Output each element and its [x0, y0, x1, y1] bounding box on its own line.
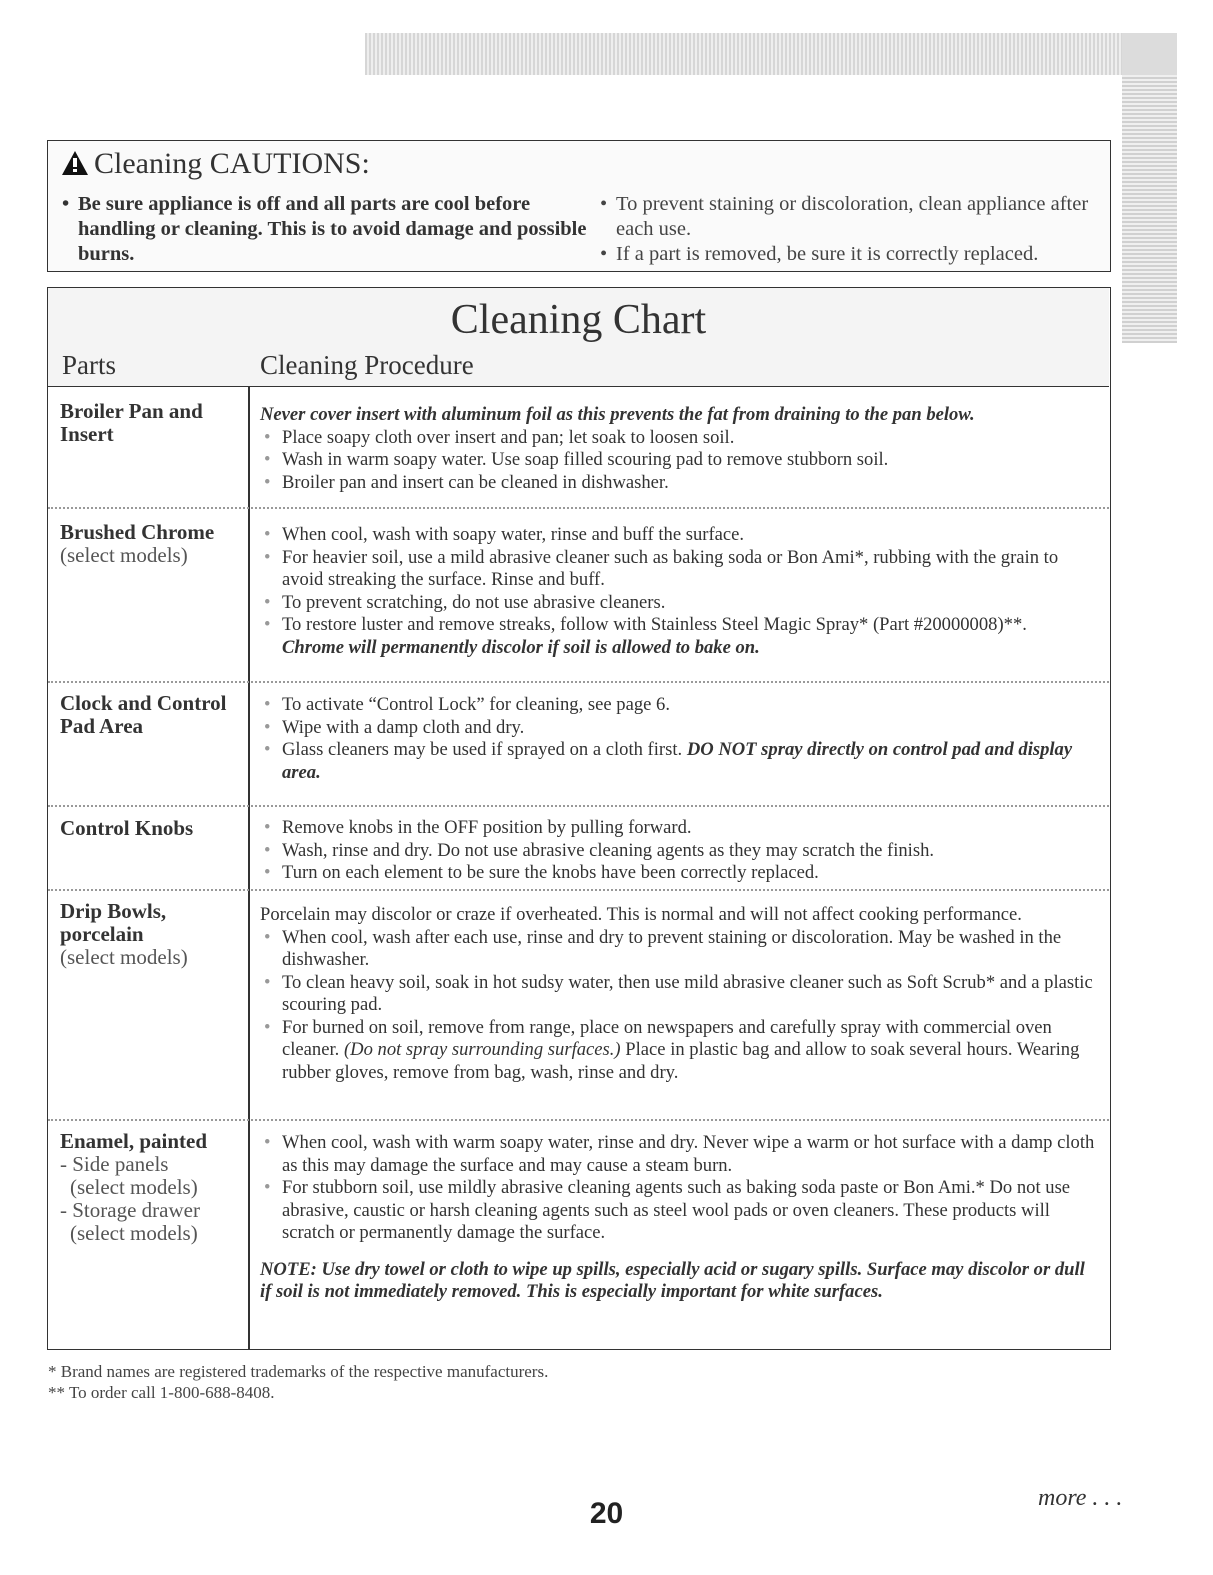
part-subtitle: (select models): [60, 945, 188, 969]
part-subtitle: - Storage drawer: [60, 1198, 200, 1222]
procedure-step: • To prevent scratching, do not use abrasive cleaners.: [260, 592, 1098, 615]
procedure-step: • When cool, wash with warm soapy water, rinse and dry. Never wipe a warm or hot surface with a damp cloth as this may damage the surface and may cause a steam burn.: [260, 1132, 1098, 1177]
step-text: For burned on soil, remove from range, place on newspapers and carefully spray with commercial oven cleaner.: [282, 1016, 1052, 1060]
part-clock-control-pad: [60, 692, 240, 738]
procedure-step: • Wipe with a damp cloth and dry.: [260, 717, 1098, 740]
step-warning: DO NOT spray directly on control pad and display area.: [282, 739, 1073, 783]
caution-item: • If a part is removed, be sure it is correctly replaced.: [600, 242, 1105, 267]
procedure-clock-control-pad: [260, 694, 1098, 784]
part-control-knobs: [60, 817, 240, 840]
part-name: Brushed Chrome: [60, 520, 215, 544]
procedure-step: • Place soapy cloth over insert and pan; let soak to loosen soil.: [260, 427, 1098, 450]
page-number: 20: [589, 1497, 624, 1530]
row-separator: [48, 507, 1109, 509]
footnote: * Brand names are registered trademarks of the respective manufacturers.: [48, 1362, 549, 1381]
procedure-step: • Wash, rinse and dry. Do not use abrasive cleaning agents as they may scratch the finish.: [260, 840, 1098, 863]
column-divider: [248, 386, 250, 1349]
procedure-step: • For stubborn soil, use mildly abrasive cleaning agents such as baking soda paste or Bon Ami.* Do not use abrasive, caustic or harsh cleaning agents such as steel wool pads or oven cleaners. These products will scratch or permanently damage the surface.: [260, 1177, 1098, 1245]
procedure-note: Never cover insert with aluminum foil as this prevents the fat from draining to the pan below.: [260, 404, 975, 425]
procedure-intro: Porcelain may discolor or craze if overheated. This is normal and will not affect cooking performance.: [260, 904, 1022, 925]
step-text: Glass cleaners may be used if sprayed on a cloth first.: [282, 739, 683, 760]
procedure-step: • Remove knobs in the OFF position by pulling forward.: [260, 817, 1098, 840]
procedure-step: • To clean heavy soil, soak in hot sudsy water, then use mild abrasive cleaner such as Soft Scrub* and a plastic scouring pad.: [260, 972, 1098, 1017]
column-header-procedure: Cleaning Procedure: [260, 350, 474, 380]
procedure-step: [260, 739, 1098, 784]
row-separator: [48, 889, 1109, 891]
cautions-title: Cleaning CAUTIONS:: [94, 147, 370, 180]
cleaning-cautions-box: [47, 140, 1111, 272]
part-subtitle: - Side panels: [60, 1152, 169, 1176]
procedure-broiler-pan: [260, 404, 1098, 494]
procedure-step: • To restore luster and remove streaks, follow with Stainless Steel Magic Spray* (Part #20000008)**.: [260, 614, 1098, 637]
part-drip-bowls: [60, 900, 240, 969]
row-separator: [48, 681, 1109, 683]
part-brushed-chrome: [60, 521, 240, 567]
part-subtitle: (select models): [70, 1175, 198, 1199]
procedure-step: • Wash in warm soapy water. Use soap filled scouring pad to remove stubborn soil.: [260, 449, 1098, 472]
row-separator: [48, 805, 1109, 807]
row-separator: [48, 1119, 1109, 1121]
chart-header: [48, 288, 1109, 387]
step-text: Place in plastic bag and allow to soak several hours. Wearing rubber gloves, remove from bag, wash, rinse and dry.: [282, 1039, 1080, 1083]
decorative-corner: [1122, 33, 1177, 75]
procedure-step: • To activate “Control Lock” for cleaning, see page 6.: [260, 694, 1098, 717]
procedure-enamel-painted: [260, 1132, 1098, 1304]
procedure-step: • For heavier soil, use a mild abrasive cleaner such as baking soda or Bon Ami*, rubbing with the grain to avoid streaking the surface. Rinse and buff.: [260, 547, 1098, 592]
procedure-step: • When cool, wash after each use, rinse and dry to prevent staining or discoloration. May be washed in the dishwasher.: [260, 927, 1098, 972]
procedure-step: • When cool, wash with soapy water, rinse and buff the surface.: [260, 524, 1098, 547]
procedure-control-knobs: [260, 817, 1098, 885]
part-name: Enamel, painted: [60, 1129, 208, 1153]
decorative-header-bar: [365, 33, 1177, 75]
procedure-step: [260, 1017, 1098, 1085]
caution-item: • Be sure appliance is off and all parts are cool before handling or cleaning. This is to avoid damage and possible burns.: [62, 192, 608, 267]
procedure-step: • Broiler pan and insert can be cleaned in dishwasher.: [260, 472, 1098, 495]
caution-item: • To prevent staining or discoloration, clean appliance after each use.: [600, 192, 1105, 242]
continued-label: more . . .: [1038, 1485, 1123, 1511]
procedure-note: Chrome will permanently discolor if soil is allowed to bake on.: [282, 636, 760, 658]
part-subtitle: (select models): [70, 1221, 198, 1245]
cautions-heading: [62, 147, 370, 181]
decorative-side-bar: [1122, 33, 1177, 343]
column-header-parts: Parts: [62, 350, 116, 380]
part-broiler-pan: [60, 400, 240, 446]
part-enamel-painted: [60, 1130, 240, 1245]
step-caution: (Do not spray surrounding surfaces.): [343, 1039, 621, 1060]
part-name: Clock and Control Pad Area: [60, 691, 227, 738]
procedure-step: • Turn on each element to be sure the knobs have been correctly replaced.: [260, 862, 1098, 885]
procedure-note: NOTE: Use dry towel or cloth to wipe up spills, especially acid or sugary spills. Surface may discolor or dull if soil is not immediately removed. This is especially important for white surfaces.: [260, 1258, 1085, 1302]
procedure-brushed-chrome: [260, 524, 1098, 659]
footnote: ** To order call 1-800-688-8408.: [48, 1383, 275, 1402]
part-name: Broiler Pan and Insert: [60, 399, 203, 446]
procedure-drip-bowls: [260, 904, 1098, 1084]
footnotes: [48, 1361, 548, 1403]
cleaning-chart-table: [47, 287, 1111, 1350]
warning-icon: [62, 151, 88, 175]
chart-title: Cleaning Chart: [450, 297, 707, 343]
part-name: Drip Bowls, porcelain: [60, 899, 167, 946]
part-subtitle: (select models): [60, 543, 188, 567]
part-name: Control Knobs: [60, 816, 194, 840]
